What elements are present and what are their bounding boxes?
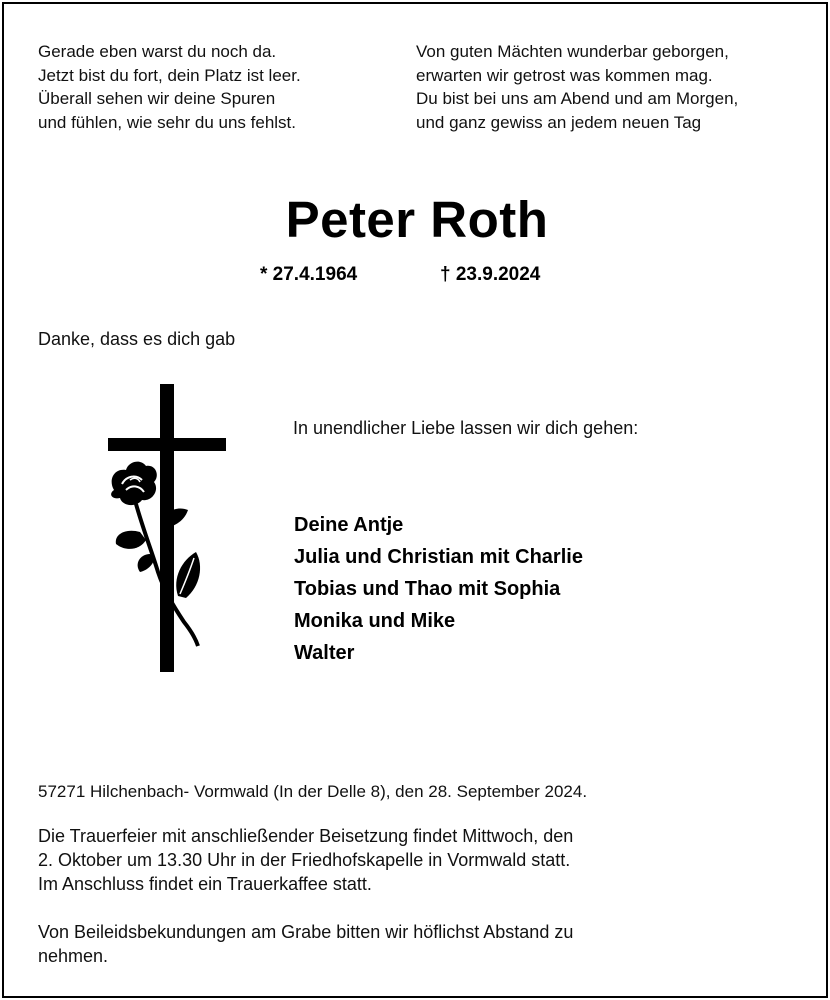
poem-line: Von guten Mächten wunderbar geborgen,	[416, 42, 729, 61]
obituary-frame	[2, 2, 828, 998]
deceased-name: Peter Roth	[285, 191, 549, 248]
family-member: Deine Antje	[294, 514, 404, 536]
family-member: Tobias und Thao mit Sophia	[294, 578, 561, 600]
condolence-line: Von Beileidsbekundungen am Grabe bitten wir höflichst Abstand zu	[38, 922, 574, 942]
intro-line: In unendlicher Liebe lassen wir dich gehen:	[293, 418, 639, 438]
poem-left	[38, 40, 301, 134]
family-member: Monika und Mike	[294, 610, 456, 632]
birth-date: * 27.4.1964	[260, 264, 358, 285]
condolence-line: nehmen.	[38, 946, 109, 966]
poem-right	[416, 40, 738, 134]
poem-line: Du bist bei uns am Abend und am Morgen,	[416, 89, 739, 108]
family-member: Walter	[294, 642, 355, 664]
ceremony-line: 2. Oktober um 13.30 Uhr in der Friedhofskapelle in Vormwald statt.	[38, 850, 571, 870]
thanks-line: Danke, dass es dich gab	[38, 329, 236, 349]
poem-line: Überall sehen wir deine Spuren	[38, 89, 276, 108]
ceremony-line: Die Trauerfeier mit anschließender Beisetzung findet Mittwoch, den	[38, 826, 574, 846]
poem-line: und fühlen, wie sehr du uns fehlst.	[38, 112, 296, 132]
poem-line: Jetzt bist du fort, dein Platz ist leer.	[38, 65, 301, 85]
ceremony-notice	[38, 824, 573, 896]
cross-with-rose-icon	[100, 382, 240, 674]
ceremony-line: Im Anschluss findet ein Trauerkaffee statt.	[38, 874, 372, 894]
condolence-notice	[38, 920, 573, 968]
family-list	[294, 509, 583, 669]
death-date: † 23.9.2024	[440, 264, 541, 285]
family-member: Julia und Christian mit Charlie	[294, 546, 583, 568]
poem-line: Gerade eben warst du noch da.	[38, 42, 277, 61]
place-and-date: 57271 Hilchenbach- Vormwald (In der Delle 8), den 28. September 2024.	[38, 782, 588, 801]
poem-line: erwarten wir getrost was kommen mag.	[416, 65, 713, 85]
poem-line: und ganz gewiss an jedem neuen Tag	[416, 112, 702, 132]
